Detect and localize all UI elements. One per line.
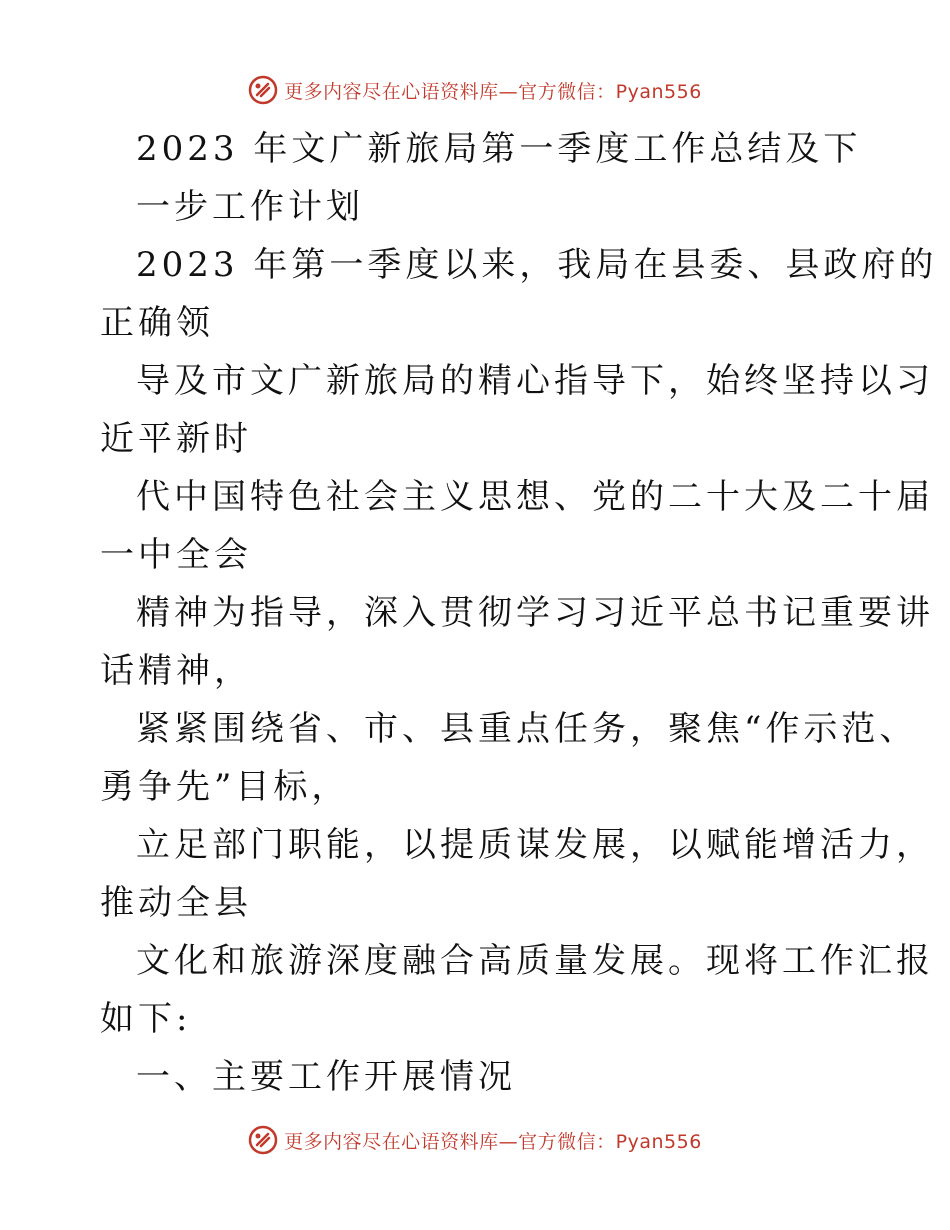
- paragraph-line: 勇争先”目标，: [100, 767, 350, 807]
- paragraph-line: 2023 年第一季度以来，我局在县委、县政府的: [136, 245, 938, 285]
- watermark-text: 更多内容尽在心语资料库—官方微信：Pyan556: [284, 1130, 702, 1153]
- section-heading: 一、主要工作开展情况: [136, 1057, 516, 1097]
- paragraph-line: 立足部门职能，以提质谋发展，以赋能增活力，: [136, 825, 934, 865]
- paragraph-line: 一中全会: [100, 535, 252, 575]
- title-line: 2023 年文广新旅局第一季度工作总结及下: [136, 129, 862, 169]
- watermark-banner-top: [0, 70, 950, 110]
- paragraph-line: 文化和旅游深度融合高质量发展。现将工作汇报: [136, 941, 934, 981]
- paragraph-line: 近平新时: [100, 419, 252, 459]
- paragraph-line: 推动全县: [100, 883, 252, 923]
- paragraph-line: 代中国特色社会主义思想、党的二十大及二十届: [136, 477, 934, 517]
- paragraph-line: 紧紧围绕省、市、县重点任务，聚焦“作示范、: [136, 709, 918, 749]
- document-body: [100, 120, 938, 1106]
- paragraph-line: 正确领: [100, 303, 214, 343]
- watermark-banner-bottom: [0, 1120, 950, 1160]
- seal-logo-icon: [248, 75, 278, 105]
- seal-logo-icon: [248, 1125, 278, 1155]
- paragraph-line: 精神为指导，深入贯彻学习习近平总书记重要讲: [136, 593, 934, 633]
- paragraph-line: 导及市文广新旅局的精心指导下，始终坚持以习: [136, 361, 934, 401]
- title-line: 一步工作计划: [136, 187, 364, 227]
- paragraph-line: 如下:: [100, 999, 192, 1039]
- paragraph-line: 话精神，: [100, 651, 252, 691]
- watermark-text: 更多内容尽在心语资料库—官方微信：Pyan556: [284, 80, 702, 103]
